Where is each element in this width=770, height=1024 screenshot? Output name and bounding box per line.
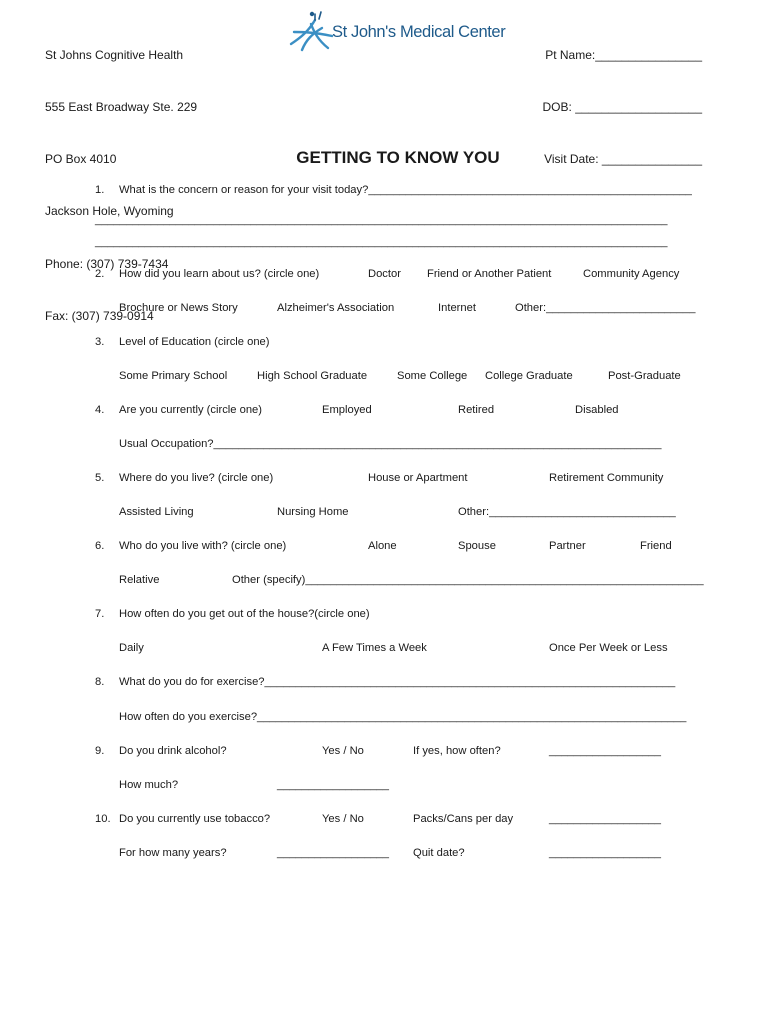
q4-number: 4.: [95, 404, 105, 416]
q2-option-brochure[interactable]: Brochure or News Story: [119, 302, 238, 314]
clinic-phone: Phone: (307) 739-7434: [45, 256, 169, 271]
q6-number: 6.: [95, 540, 105, 552]
q1-line-2[interactable]: ____________________________________________________________________________________________: [95, 214, 668, 226]
q9-how-much-label: How much?: [119, 779, 179, 791]
q10-text: Do you currently use tobacco?: [119, 813, 271, 825]
q6-text: Who do you live with? (circle one): [119, 540, 287, 552]
q10-number: 10.: [95, 813, 111, 825]
q8-exercise-field[interactable]: What do you do for exercise?__________________________________________________________________: [119, 676, 676, 688]
patient-info-block: [543, 12, 702, 203]
q10-quit-blank[interactable]: __________________: [549, 847, 661, 859]
q2-option-other[interactable]: Other:________________________: [515, 302, 696, 314]
patient-name-field[interactable]: Pt Name:________________: [545, 47, 702, 62]
q10-years-label: For how many years?: [119, 847, 227, 859]
q6-option-spouse[interactable]: Spouse: [458, 540, 496, 552]
q1-line-3[interactable]: ____________________________________________________________________________________________: [95, 236, 668, 248]
q1-text[interactable]: What is the concern or reason for your visit today?____________________________________________________: [119, 184, 692, 196]
clinic-fax: Fax: (307) 739-0914: [45, 308, 154, 323]
q4-option-retired[interactable]: Retired: [458, 404, 495, 416]
q2-option-alzheimers[interactable]: Alzheimer's Association: [277, 302, 395, 314]
clinic-street: 555 East Broadway Ste. 229: [45, 100, 198, 115]
q4-occupation-field[interactable]: Usual Occupation?________________________________________________________________________: [119, 438, 662, 450]
q3-option-some-college[interactable]: Some College: [397, 370, 468, 382]
q5-text: Where do you live? (circle one): [119, 472, 274, 484]
q5-option-retirement[interactable]: Retirement Community: [549, 472, 664, 484]
q1-number: 1.: [95, 184, 105, 196]
logo-figure-icon: [288, 10, 334, 56]
q7-option-once-per-week[interactable]: Once Per Week or Less: [549, 642, 668, 654]
q10-years-blank[interactable]: __________________: [277, 847, 389, 859]
q3-option-college-grad[interactable]: College Graduate: [485, 370, 573, 382]
q5-option-house[interactable]: House or Apartment: [368, 472, 468, 484]
q7-number: 7.: [95, 608, 105, 620]
q9-how-much-blank[interactable]: __________________: [277, 779, 389, 791]
dob-field[interactable]: DOB: ___________________: [542, 100, 702, 115]
q9-text: Do you drink alcohol?: [119, 745, 227, 757]
q7-option-few-times[interactable]: A Few Times a Week: [322, 642, 427, 654]
q3-option-post-grad[interactable]: Post-Graduate: [608, 370, 681, 382]
q3-number: 3.: [95, 336, 105, 348]
q5-option-other[interactable]: Other:______________________________: [458, 506, 676, 518]
q3-option-primary[interactable]: Some Primary School: [119, 370, 228, 382]
clinic-name: St Johns Cognitive Health: [45, 47, 184, 62]
q6-option-relative[interactable]: Relative: [119, 574, 160, 586]
q2-option-doctor[interactable]: Doctor: [368, 268, 401, 280]
q6-other-field[interactable]: Other (specify)________________________________________________________________: [232, 574, 704, 586]
q2-number: 2.: [95, 268, 105, 280]
q4-option-employed[interactable]: Employed: [322, 404, 372, 416]
q6-option-partner[interactable]: Partner: [549, 540, 586, 552]
q8-exercise-frequency-field[interactable]: How often do you exercise?_____________________________________________________________________: [119, 711, 687, 723]
q5-option-nursing[interactable]: Nursing Home: [277, 506, 349, 518]
q7-option-daily[interactable]: Daily: [119, 642, 144, 654]
medical-center-logo: [288, 10, 512, 56]
q6-option-alone[interactable]: Alone: [368, 540, 397, 552]
q9-number: 9.: [95, 745, 105, 757]
q6-option-friend[interactable]: Friend: [640, 540, 672, 552]
q10-packs-blank[interactable]: __________________: [549, 813, 661, 825]
q2-text: How did you learn about us? (circle one): [119, 268, 320, 280]
q3-option-high-school[interactable]: High School Graduate: [257, 370, 368, 382]
q2-option-friend[interactable]: Friend or Another Patient: [427, 268, 552, 280]
q2-option-community-agency[interactable]: Community Agency: [583, 268, 680, 280]
clinic-city: Jackson Hole, Wyoming: [45, 204, 174, 219]
q4-text: Are you currently (circle one): [119, 404, 263, 416]
q5-number: 5.: [95, 472, 105, 484]
q7-text: How often do you get out of the house?(circle one): [119, 608, 370, 620]
q4-option-disabled[interactable]: Disabled: [575, 404, 619, 416]
form-title: GETTING TO KNOW YOU: [296, 148, 500, 167]
q2-option-internet[interactable]: Internet: [438, 302, 476, 314]
q9-yes-no[interactable]: Yes / No: [322, 745, 364, 757]
logo-text: St John's Medical Center: [332, 23, 506, 41]
q8-number: 8.: [95, 676, 105, 688]
q10-packs-label: Packs/Cans per day: [413, 813, 514, 825]
clinic-po-box: PO Box 4010: [45, 152, 117, 167]
visit-date-field[interactable]: Visit Date: _______________: [544, 152, 702, 167]
q5-option-assisted[interactable]: Assisted Living: [119, 506, 194, 518]
q9-if-yes-label: If yes, how often?: [413, 745, 501, 757]
q10-yes-no[interactable]: Yes / No: [322, 813, 364, 825]
q10-quit-label: Quit date?: [413, 847, 465, 859]
q9-frequency-blank[interactable]: __________________: [549, 745, 661, 757]
q3-text: Level of Education (circle one): [119, 336, 270, 348]
